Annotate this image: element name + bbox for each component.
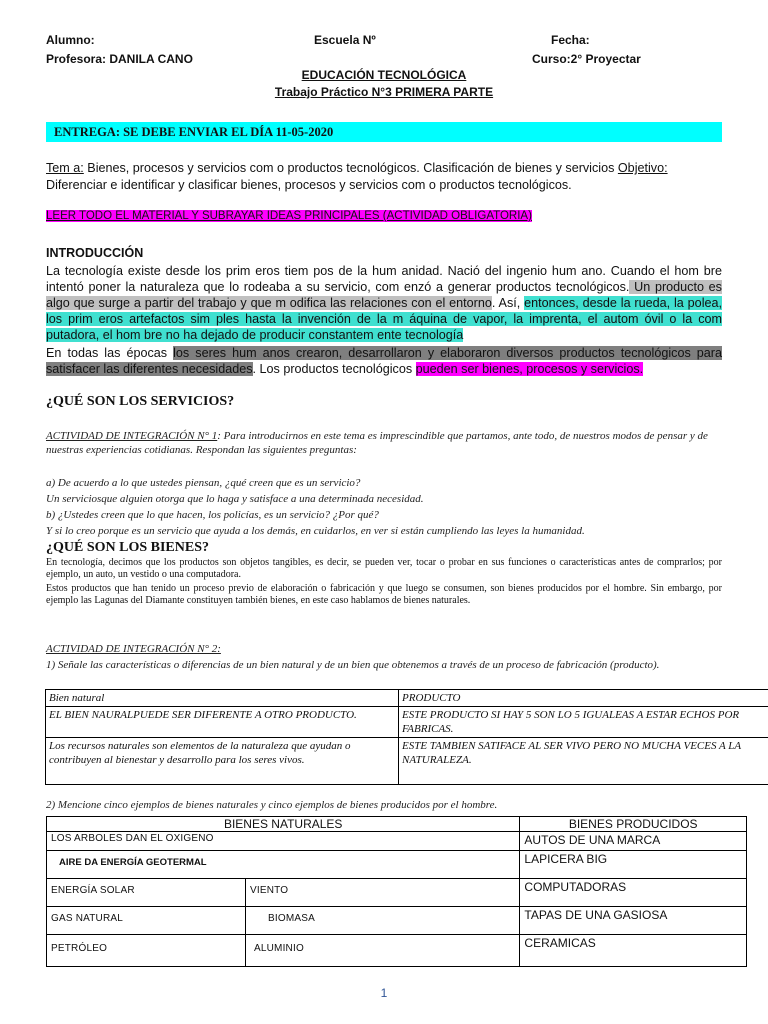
intro2-text-c: . Los productos tecnológicos	[252, 362, 416, 376]
table-cell: ENERGÍA SOLAR	[47, 879, 246, 907]
delivery-banner: ENTREGA: SE DEBE ENVIAR EL DÍA 11-05-2020	[46, 122, 722, 142]
table-header-row	[46, 690, 768, 707]
curso-label: Curso:2° Proyectar	[532, 52, 641, 66]
intro2-text-a: En todas las épocas	[46, 346, 174, 360]
table-cell: VIENTO	[246, 879, 520, 907]
question-b: b) ¿Ustedes creen que lo que hacen, los policías, es un servicio? ¿Por qué?	[46, 509, 379, 521]
table-header-row	[47, 817, 747, 832]
table-header-cell: Bien natural	[46, 690, 399, 707]
mandatory-reading-text: LEER TODO EL MATERIAL Y SUBRAYAR IDEAS PRINCIPALES (ACTIVIDAD OBLIGATORIA)	[46, 210, 532, 222]
intro-paragraph-2	[46, 345, 722, 377]
profesora-label: Profesora: DANILA CANO	[46, 52, 193, 66]
table-cell: EL BIEN NAURALPUEDE SER DIFERENTE A OTRO PRODUCTO.	[46, 707, 399, 738]
table-cell: AIRE DA ENERGÍA GEOTERMAL	[47, 851, 520, 879]
table-cell: CERAMICAS	[520, 935, 747, 967]
objective-label: Objetivo:	[617, 161, 668, 175]
table-cell: AUTOS DE UNA MARCA	[520, 832, 747, 851]
table-cell: ESTE TAMBIEN SATIFACE AL SER VIVO PERO NO MUCHA VECES A LA NATURALEZA.	[399, 738, 768, 785]
services-heading: ¿QUÉ SON LOS SERVICIOS?	[46, 394, 235, 409]
table-row	[47, 832, 747, 851]
table-row	[47, 907, 747, 935]
table-cell: ALUMINIO	[246, 935, 520, 967]
intro-text-c: . Así,	[491, 296, 525, 310]
intro2-highlight-types: pueden ser bienes, procesos y servicios.	[415, 362, 644, 376]
document-subtitle: Trabajo Práctico N°3 PRIMERA PARTE	[274, 85, 494, 99]
intro-highlight-history: entonces, desde la rueda, la polea, los prim eros artefactos sim ples hasta la invención de la m áquina de vapor, la imprenta, el autom óvil o la com putadora, el hom bre no ha dejado de producir constantem ente tecnología	[46, 296, 722, 342]
intro-paragraph-1	[46, 263, 722, 343]
table-cell: Los recursos naturales son elementos de la naturaleza que ayudan o contribuyen al bienestar y desarrollo para los seres vivos.	[46, 738, 399, 785]
document-title: EDUCACIÓN TECNOLÓGICA	[301, 68, 467, 82]
intro-heading: INTRODUCCIÓN	[46, 246, 144, 260]
alumno-label: Alumno:	[46, 33, 95, 47]
goods-heading: ¿QUÉ SON LOS BIENES?	[46, 540, 209, 555]
table-cell: GAS NATURAL	[47, 907, 246, 935]
answer-a: Un serviciosque alguien otorga que lo haga y satisface a una determinada necesidad.	[46, 493, 424, 505]
table-header-cell: PRODUCTO	[399, 690, 768, 707]
table-row	[47, 851, 747, 879]
goods-paragraph-1: En tecnología, decimos que los productos son objetos tangibles, es decir, se pueden ver, tocar o probar en sus funciones o características antes de comprarlos; por ejemplo, un auto, un vestido o una computadora.	[46, 557, 722, 580]
goods-paragraph-2: Estos productos que han tenido un proceso previo de elaboración o fabricación y que luego se consumen, son bienes producidos por el hombre. Sin embargo, por ejemplo las Lagunas del Diamante constituyen también bienes, en este caso hablamos de bienes naturales.	[46, 583, 722, 606]
mandatory-reading-note	[46, 210, 532, 222]
table-cell: TAPAS DE UNA GASIOSA	[520, 907, 747, 935]
table-header-cell: BIENES PRODUCIDOS	[520, 817, 747, 832]
table-cell: ESTE PRODUCTO SI HAY 5 SON LO 5 IGUALEAS A ESTAR ECHOS POR FABRICAS.	[399, 707, 768, 738]
escuela-label: Escuela Nº	[314, 33, 376, 47]
table-row	[47, 935, 747, 967]
intro-text-a: La tecnología existe desde los prim eros tiem pos de la hum anidad. Nació del ingenio hum ano. Cuando el hom bre intentó poner la naturaleza que lo rodeaba a su servicio, com enzó a generar productos tecnológicos.	[46, 264, 722, 294]
activity-1-text: : Para introducirnos en este tema es imprescindible que partamos, ante todo, de nuestros modos de pensar y de nuestras experiencias cotidianas. Respondan las siguientes preguntas:	[46, 430, 708, 456]
fecha-label: Fecha:	[551, 33, 590, 47]
activity-2-question-1: 1) Señale las características o diferencias de un bien natural y de un bien que obtenemos a través de un proceso de fabricación (producto).	[46, 659, 660, 671]
objective-text: Diferenciar e identificar y clasificar bienes, procesos y servicios com o productos tecnológicos.	[46, 178, 572, 192]
natural-vs-product-table	[45, 689, 768, 785]
table-cell: COMPUTADORAS	[520, 879, 747, 907]
activity-1-label: ACTIVIDAD DE INTEGRACIÓN N° 1	[46, 430, 218, 442]
activity-2-label: ACTIVIDAD DE INTEGRACIÓN N° 2:	[46, 643, 221, 655]
examples-table	[46, 816, 747, 967]
intro-highlight-product: Un producto es algo que surge a partir del trabajo y que m odifica las relaciones con el entorno	[46, 280, 722, 310]
table-header-cell: BIENES NATURALES	[47, 817, 520, 832]
page-number: 1	[380, 986, 388, 1000]
topic-text: Bienes, procesos y servicios com o productos tecnológicos. Clasificación de bienes y servicios	[83, 161, 618, 175]
table-cell: LOS ARBOLES DAN EL OXIGENO	[47, 832, 520, 851]
table-row	[46, 738, 768, 785]
topic-label: Tem a:	[46, 161, 84, 175]
question-a: a) De acuerdo a lo que ustedes piensan, ¿qué creen que es un servicio?	[46, 477, 361, 489]
intro2-highlight-humans: los seres hum anos crearon, desarrollaron y elaboraron diversos productos tecnológicos para satisfacer las diferentes necesidades	[46, 346, 722, 376]
activity-1-block	[46, 429, 722, 457]
topic-block	[46, 160, 746, 194]
table-cell: PETRÓLEO	[47, 935, 246, 967]
table-cell: LAPICERA BIG	[520, 851, 747, 879]
table-row	[46, 707, 768, 738]
table-row	[47, 879, 747, 907]
answer-b: Y si lo creo porque es un servicio que ayuda a los demás, en cuidarlos, en ver si están cumpliendo las leyes la humanidad.	[46, 525, 585, 537]
table-cell: BIOMASA	[246, 907, 520, 935]
activity-2-question-2: 2) Mencione cinco ejemplos de bienes naturales y cinco ejemplos de bienes producidos por el hombre.	[46, 799, 498, 811]
